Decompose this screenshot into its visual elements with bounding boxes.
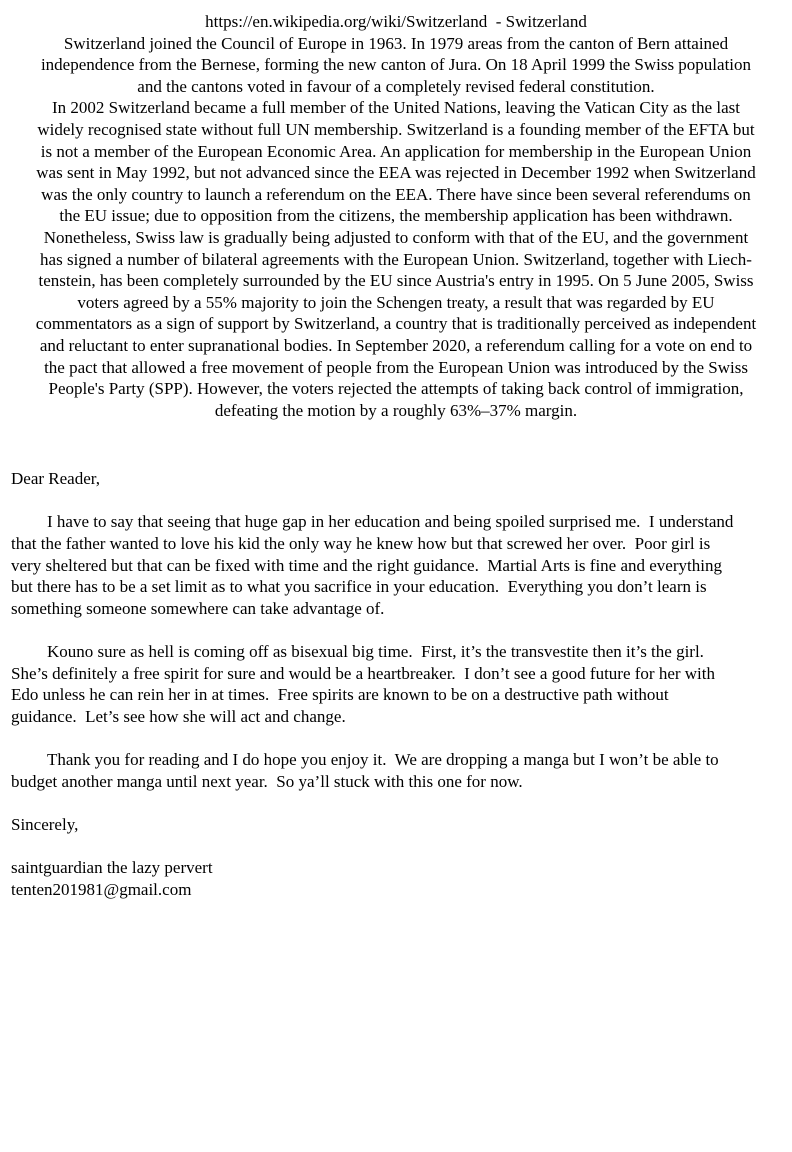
- letter-text-line: She’s definitely a free spirit for sure and would be a heartbreaker. I don’t see a good future for her with: [11, 663, 715, 683]
- letter-paragraph-3: [11, 749, 786, 792]
- wiki-text-line: is not a member of the European Economic Area. An application for membership in the European Union: [40, 141, 752, 161]
- wiki-text-line: and the cantons voted in favour of a completely revised federal constitution.: [137, 76, 655, 96]
- wiki-text-line: widely recognised state without full UN membership. Switzerland is a founding member of the EFTA but: [37, 119, 755, 139]
- wiki-text-line: the EU issue; due to opposition from the citizens, the membership application has been withdrawn.: [59, 206, 733, 226]
- wiki-text-line: tenstein, has been completely surrounded by the EU since Austria's entry in 1995. On 5 June 2005, Swiss: [38, 271, 754, 291]
- letter-text-line: Thank you for reading and I do hope you enjoy it. We are dropping a manga but I won’t be able to: [47, 750, 719, 769]
- wiki-text-line: In 2002 Switzerland became a full member of the United Nations, leaving the Vatican City as the last: [52, 98, 740, 118]
- letter-paragraph-1: [11, 511, 786, 619]
- letter-text-line: but there has to be a set limit as to what you sacrifice in your education. Everything you don’t learn is: [11, 577, 707, 597]
- signature-block: [11, 857, 786, 900]
- letter-text-line: that the father wanted to love his kid the only way he knew how but that screwed her over. Poor girl is: [11, 534, 711, 554]
- wikipedia-excerpt: [0, 0, 792, 421]
- wiki-text-line: the pact that allowed a free movement of people from the European Union was introduced by the Swiss: [44, 357, 748, 377]
- letter-text-line: very sheltered but that can be fixed with time and the right guidance. Martial Arts is fine and everything: [11, 555, 722, 575]
- letter-text-line: Kouno sure as hell is coming off as bisexual big time. First, it’s the transvestite then it’s the girl.: [47, 642, 704, 662]
- signature-email: tenten201981@gmail.com: [11, 879, 192, 899]
- source-url-line: https://en.wikipedia.org/wiki/Switzerland - Switzerland: [205, 12, 587, 31]
- wiki-text-line: has signed a number of bilateral agreements with the European Union. Switzerland, together with Liech-: [40, 249, 752, 269]
- wiki-text-line: commentators as a sign of support by Switzerland, a country that is traditionally perceived as independent: [35, 314, 757, 334]
- wiki-text-line: voters agreed by a 55% majority to join the Schengen treaty, a result that was regarded by EU: [77, 292, 715, 312]
- letter: [11, 468, 786, 900]
- signature-name: saintguardian the lazy pervert: [11, 857, 213, 877]
- wiki-text-line: independence from the Bernese, forming the new canton of Jura. On 18 April 1999 the Swiss population: [40, 55, 752, 75]
- wiki-text-line: and reluctant to enter supranational bodies. In September 2020, a referendum calling for a vote on end to: [39, 335, 753, 355]
- letter-text-line: budget another manga until next year. So ya’ll stuck with this one for now.: [11, 771, 523, 791]
- wiki-text-line: was sent in May 1992, but not advanced since the EEA was rejected in December 1992 when Switzerland: [36, 163, 756, 183]
- wiki-text-line: was the only country to launch a referendum on the EEA. There have since been several referendums on: [41, 184, 751, 204]
- letter-text-line: I have to say that seeing that huge gap in her education and being spoiled surprised me. I understand: [47, 512, 734, 532]
- salutation: Dear Reader,: [11, 469, 100, 489]
- letter-text-line: something someone somewhere can take advantage of.: [11, 598, 385, 618]
- closing: Sincerely,: [11, 814, 79, 834]
- letter-text-line: guidance. Let’s see how she will act and change.: [11, 706, 346, 726]
- letter-paragraph-2: [11, 641, 786, 727]
- wiki-text-line: People's Party (SPP). However, the voters rejected the attempts of taking back control of immigration,: [48, 379, 744, 399]
- wiki-text-line: Switzerland joined the Council of Europe in 1963. In 1979 areas from the canton of Bern attained: [63, 33, 729, 53]
- letter-text-line: Edo unless he can rein her in at times. Free spirits are known to be on a destructive path without: [11, 685, 669, 705]
- wiki-text-line: Nonetheless, Swiss law is gradually being adjusted to conform with that of the EU, and the government: [43, 227, 749, 247]
- wiki-text-line: defeating the motion by a roughly 63%–37% margin.: [214, 400, 578, 420]
